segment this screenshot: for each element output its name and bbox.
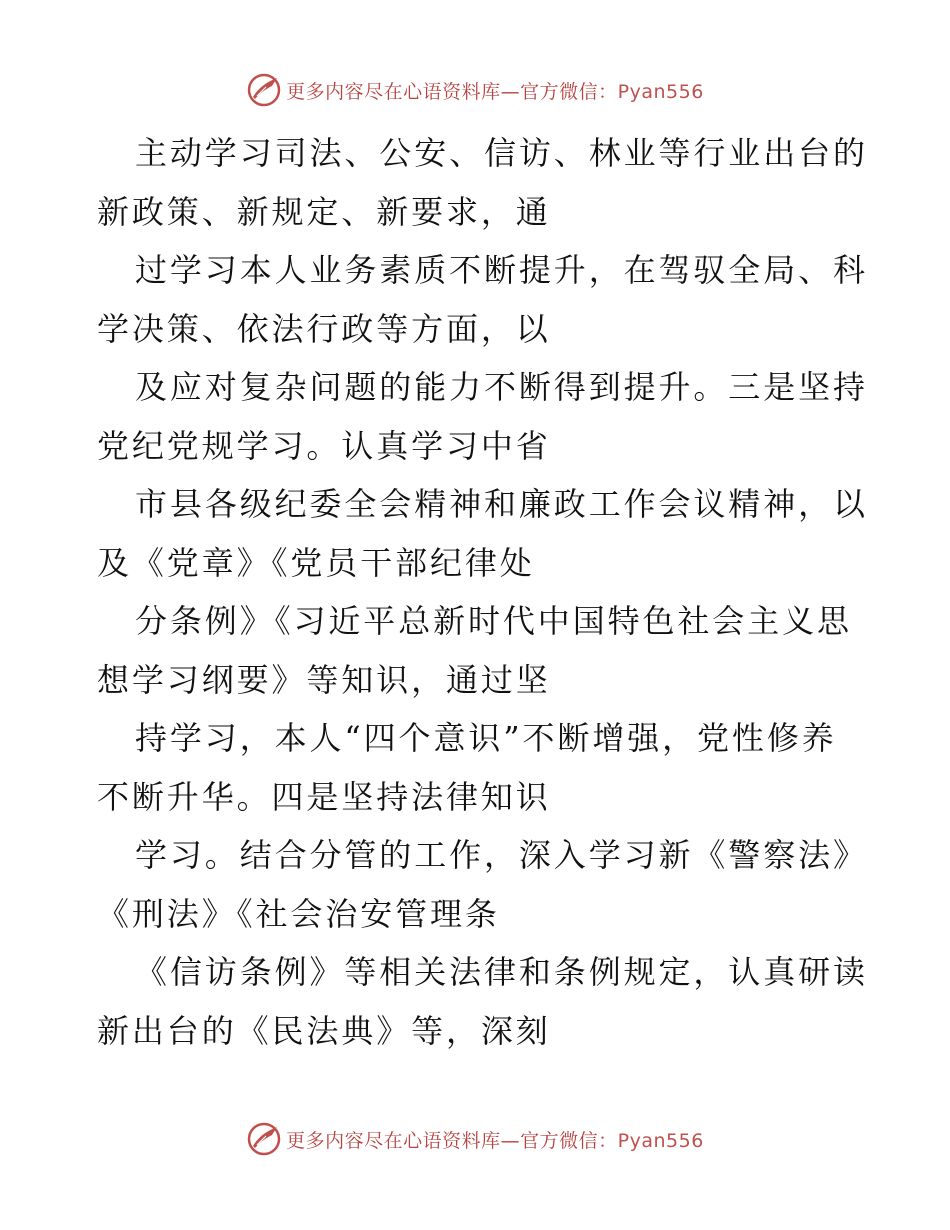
- wechat-id: Pyan556: [617, 1129, 704, 1152]
- banner-text: [286, 1126, 704, 1153]
- paragraph-line: 学决策、依法行政等方面，以: [97, 309, 551, 348]
- paragraph: [97, 709, 857, 826]
- banner-text: [286, 77, 704, 104]
- paragraph-line: 新政策、新规定、新要求，通: [97, 192, 551, 231]
- paragraph-line: 不断升华。四是坚持法律知识: [97, 777, 551, 816]
- header-banner: [0, 70, 950, 110]
- banner-label: 更多内容尽在心语资料库—官方微信：: [286, 80, 618, 103]
- paragraph-line: 想学习纲要》等知识，通过坚: [97, 660, 551, 699]
- paragraph: [97, 124, 868, 241]
- paragraph: [97, 592, 857, 709]
- paragraph-line: 党纪党规学习。认真学习中省: [97, 426, 551, 465]
- paragraph: [97, 358, 868, 475]
- paragraph-line: 过学习本人业务素质不断提升，在驾驭全局、科: [135, 251, 868, 289]
- paragraph: [97, 475, 868, 592]
- wechat-id: Pyan556: [617, 80, 704, 103]
- paragraph-line: 市县各级纪委全会精神和廉政工作会议精神，以: [135, 485, 868, 523]
- paragraph-line: 及应对复杂问题的能力不断得到提升。三是坚持: [135, 368, 868, 406]
- paragraph: [97, 826, 868, 943]
- paragraph-line: 主动学习司法、公安、信访、林业等行业出台的: [135, 134, 868, 172]
- paragraph-line: 及《党章》《党员干部纪律处: [97, 543, 535, 582]
- paragraph-line: 《信访条例》等相关法律和条例规定，认真研读: [135, 953, 868, 991]
- paragraph-line: 分条例》《习近平总新时代中国特色社会主义思: [135, 602, 852, 640]
- paragraph-line: 新出台的《民法典》等，深刻: [97, 1011, 551, 1050]
- pen-logo-icon: [246, 72, 282, 108]
- banner-label: 更多内容尽在心语资料库—官方微信：: [286, 1129, 618, 1152]
- footer-banner: [0, 1119, 950, 1159]
- paragraph: [97, 241, 868, 358]
- pen-logo-icon: [246, 1121, 282, 1157]
- paragraph: [97, 943, 868, 1060]
- paragraph-line: 持学习，本人“四个意识”不断增强，党性修养: [135, 719, 837, 757]
- paragraph-line: 《刑法》《社会治安管理条: [97, 894, 500, 933]
- document-body: [97, 124, 868, 1060]
- paragraph-line: 学习。结合分管的工作，深入学习新《警察法》: [135, 836, 868, 874]
